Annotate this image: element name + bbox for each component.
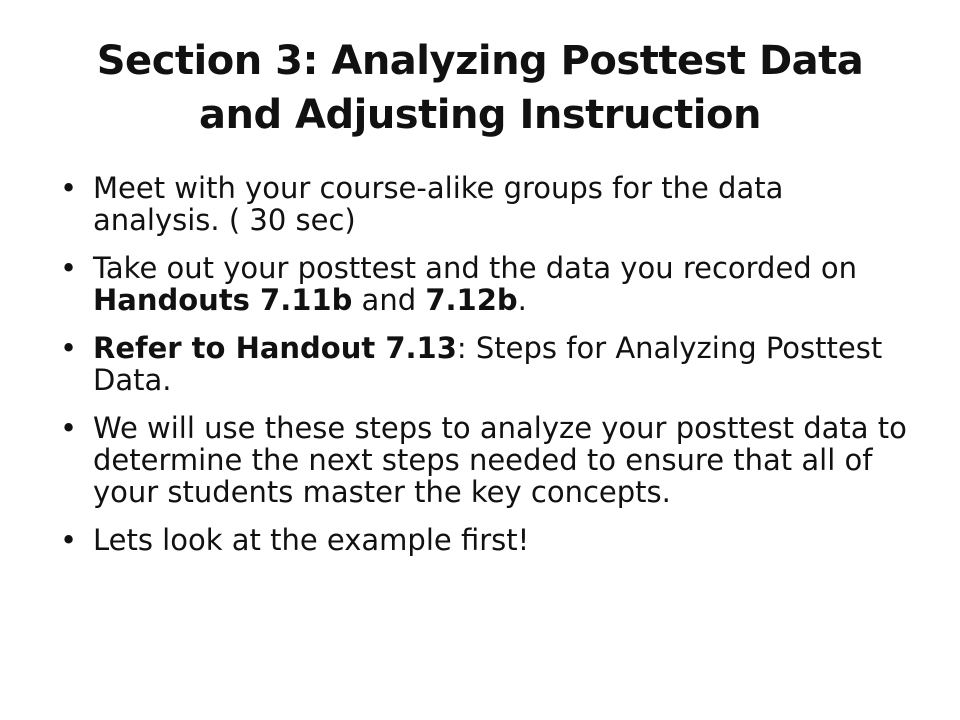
bullet-item	[58, 412, 918, 508]
slide-title	[40, 34, 920, 142]
bullet-dot: •	[60, 523, 78, 557]
bullet-dot: •	[60, 171, 78, 205]
bullet-bold-text: Refer to Handout 7.13	[93, 331, 457, 365]
bullet-list	[58, 172, 918, 572]
slide-title-line-2: and Adjusting Instruction	[199, 92, 761, 138]
bullet-item	[58, 524, 918, 556]
bullet-bold-text: 7.12b	[425, 283, 518, 317]
bullet-text: Lets look at the example first!	[93, 523, 530, 557]
bullet-text: .	[517, 283, 527, 317]
bullet-text: Take out your posttest and the data you recorded on	[93, 251, 858, 285]
bullet-text: : Steps for Analyzing Posttest Data.	[93, 331, 883, 397]
bullet-item	[58, 332, 918, 396]
bullet-item	[58, 172, 918, 236]
bullet-text: and	[352, 283, 426, 317]
bullet-dot: •	[60, 331, 78, 365]
bullet-bold-text: Handouts 7.11b	[93, 283, 353, 317]
slide-title-line-1: Section 3: Analyzing Posttest Data	[96, 38, 864, 84]
bullet-text: Meet with your course-alike groups for the data analysis. ( 30 sec)	[93, 171, 784, 237]
bullet-text: We will use these steps to analyze your posttest data to determine the next steps needed to ensure that all of your students master the key concepts.	[93, 411, 907, 509]
bullet-item	[58, 252, 918, 316]
bullet-dot: •	[60, 411, 78, 445]
bullet-dot: •	[60, 251, 78, 285]
